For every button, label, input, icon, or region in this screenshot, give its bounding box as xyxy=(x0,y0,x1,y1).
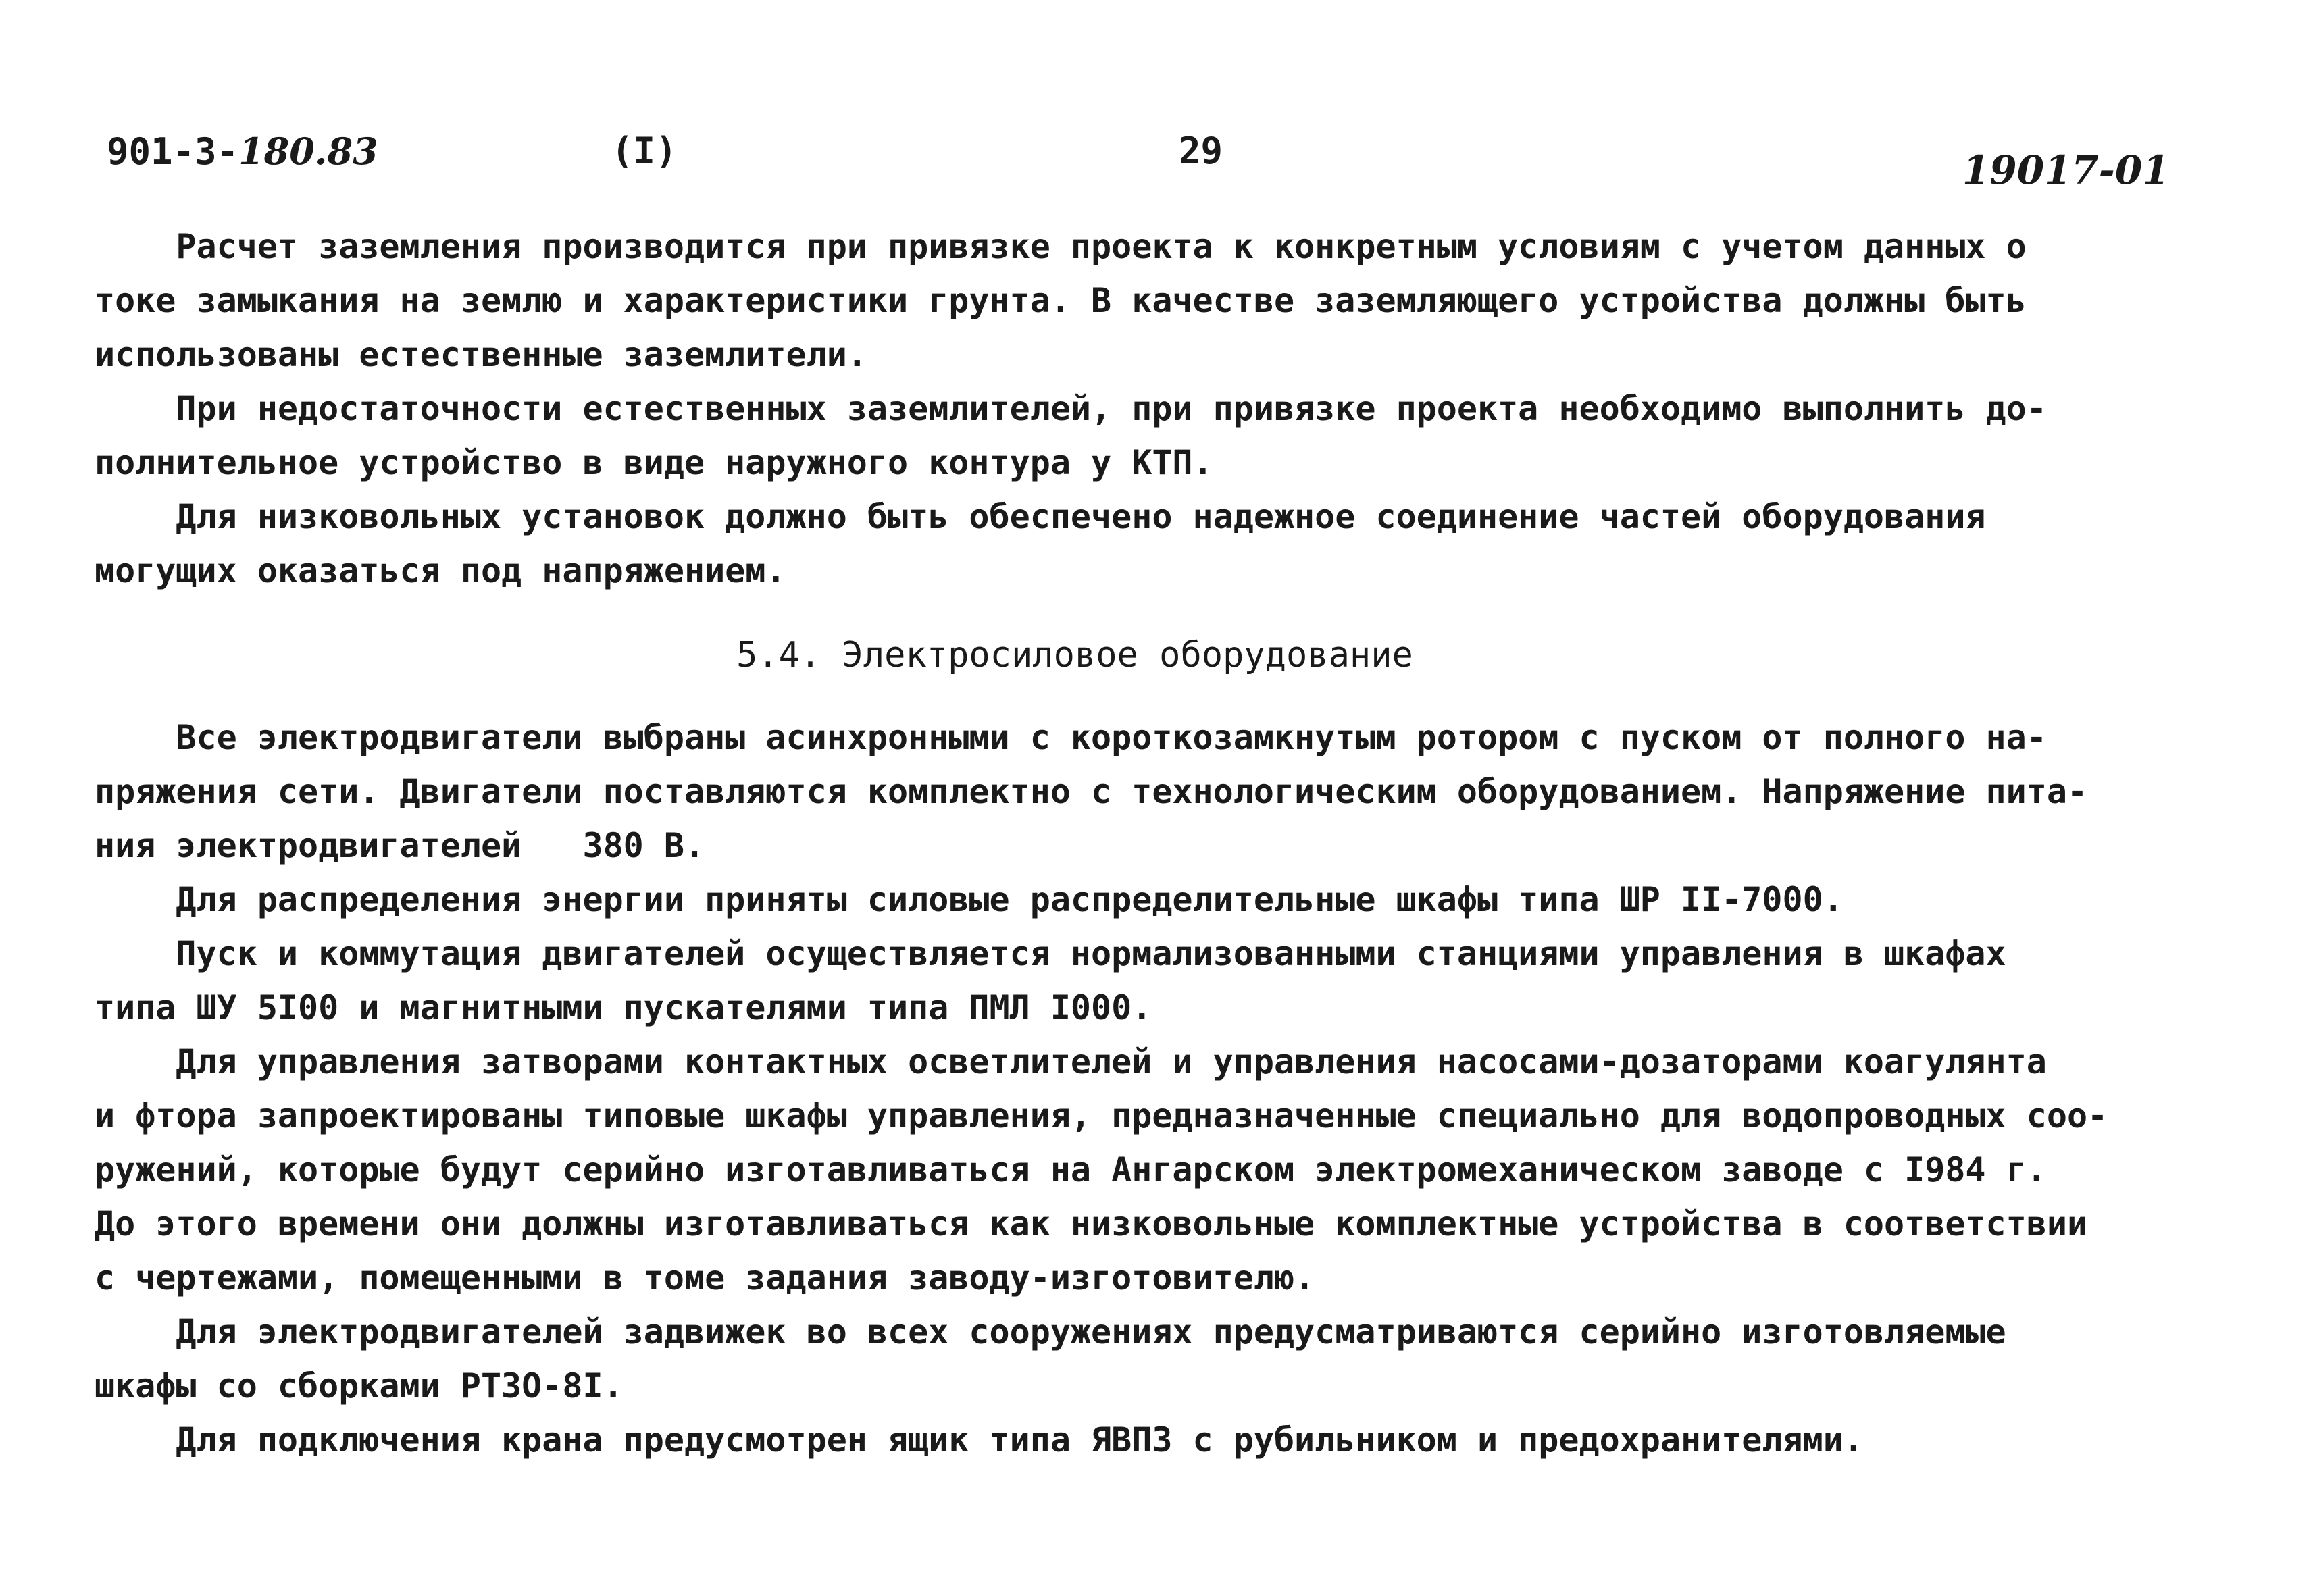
text-line: типа ШУ 5I00 и магнитными пускателями типа ПМЛ I000. xyxy=(95,988,1152,1027)
text-line: Для управления затворами контактных осветлителей и управления насосами-дозаторами коагулянта xyxy=(95,1042,2047,1081)
text-line: Для низковольных установок должно быть обеспечено надежное соединение частей оборудования xyxy=(95,497,1986,536)
document-code-prefix: 901-3- xyxy=(107,130,239,173)
text-line: использованы естественные заземлители. xyxy=(95,335,867,374)
page-number: 29 xyxy=(1179,130,1223,172)
paragraph-valve-motors xyxy=(95,1305,2256,1413)
text-line: Пуск и коммутация двигателей осуществляется нормализованными станциями управления в шкафах xyxy=(95,934,2006,973)
text-line: Для подключения крана предусмотрен ящик типа ЯВПЗ с рубильником и предохранителями. xyxy=(95,1420,1864,1460)
paragraph-grounding-calculation xyxy=(95,220,2256,382)
text-line: При недостаточности естественных заземлителей, при привязке проекта необходимо выполнить до- xyxy=(95,389,2047,428)
text-line: с чертежами, помещенными в томе задания заводу-изготовителю. xyxy=(95,1258,1315,1297)
text-line: Все электродвигатели выбраны асинхронными с короткозамкнутым ротором с пуском от полного на- xyxy=(95,718,2047,757)
text-line: токе замыкания на землю и характеристики грунта. В качестве заземляющего устройства должны быть xyxy=(95,281,2027,320)
text-line: могущих оказаться под напряжением. xyxy=(95,551,786,590)
text-line: ружений, которые будут серийно изготавливаться на Ангарском электромеханическом заводе с I984 г. xyxy=(95,1150,2047,1189)
section-heading: 5.4. Электросиловое оборудование xyxy=(736,635,1413,675)
document-code-handwritten: 180.83 xyxy=(238,130,378,173)
text-line: До этого времени они должны изготавливаться как низковольные комплектные устройства в соответствии xyxy=(95,1204,2088,1243)
paragraph-control-cabinets xyxy=(95,1035,2256,1305)
sheet-code-handwritten: 19017-01 xyxy=(1962,147,2170,193)
document-body xyxy=(95,220,2256,1467)
text-line: Для электродвигателей задвижек во всех сооружениях предусматриваются серийно изготовляемые xyxy=(95,1312,2006,1352)
text-line: Для распределения энергии приняты силовые распределительные шкафы типа ШР II-7000. xyxy=(95,880,1844,919)
paragraph-external-contour xyxy=(95,382,2256,490)
text-line: Расчет заземления производится при привязке проекта к конкретным условиям с учетом данных о xyxy=(95,227,2027,266)
text-line: пряжения сети. Двигатели поставляются комплектно с технологическим оборудованием. Напряжение пита- xyxy=(95,772,2088,811)
paragraph-crane-connection xyxy=(95,1413,2256,1467)
text-line: полнительное устройство в виде наружного контура у КТП. xyxy=(95,443,1213,482)
paragraph-motor-switching xyxy=(95,927,2256,1035)
part-number: (I) xyxy=(611,130,678,172)
paragraph-distribution-cabinets xyxy=(95,873,2256,927)
text-line: и фтора запроектированы типовые шкафы управления, предназначенные специально для водопроводных соо- xyxy=(95,1096,2108,1135)
paragraph-low-voltage xyxy=(95,490,2256,598)
document-code xyxy=(107,130,378,173)
text-line: ния электродвигателей 380 В. xyxy=(95,826,705,865)
paragraph-motors xyxy=(95,711,2256,873)
text-line: шкафы со сборками РТЗО-8I. xyxy=(95,1366,624,1406)
